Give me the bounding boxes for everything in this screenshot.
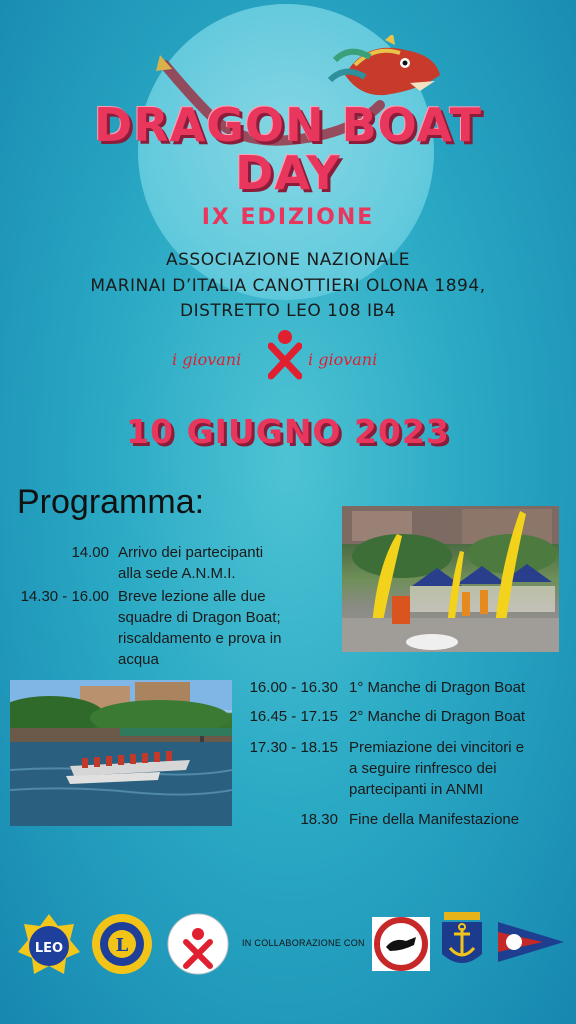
giovani-logo bbox=[160, 328, 416, 380]
program-desc bbox=[349, 677, 525, 698]
program-desc-line: 2° Manche di Dragon Boat bbox=[349, 708, 526, 725]
organizer-line-2: MARINAI D’ITALIA CANOTTIERI OLONA 1894, bbox=[90, 276, 486, 296]
title-line-1: DRAGON BOAT bbox=[94, 98, 482, 152]
program-time: 14.00 bbox=[71, 544, 109, 561]
program-desc-line: riscaldamento e prova in bbox=[118, 630, 282, 647]
program-desc bbox=[349, 706, 525, 727]
anchor-crest-logo bbox=[438, 910, 486, 972]
program-time: 16.45 - 17.15 bbox=[249, 708, 338, 725]
anmi-circle-logo bbox=[372, 917, 430, 971]
svg-text:L: L bbox=[115, 935, 129, 956]
giovani-right-text: i giovani bbox=[308, 350, 378, 369]
program-desc-line: Fine della Manifestazione bbox=[349, 811, 520, 828]
organizer-line-3: DISTRETTO LEO 108 IB4 bbox=[180, 301, 396, 321]
program-desc-line: Breve lezione alle due bbox=[118, 588, 266, 605]
program-desc-line: alla sede A.N.M.I. bbox=[118, 565, 236, 582]
program-desc bbox=[118, 586, 281, 670]
canottieri-pennant-logo bbox=[498, 922, 564, 962]
edition-label: IX EDIZIONE bbox=[201, 205, 375, 230]
dragon-boat-race-photo bbox=[10, 680, 232, 826]
program-time: 16.00 - 16.30 bbox=[249, 679, 338, 696]
program-desc-line: acqua bbox=[118, 651, 159, 668]
title-line-2: DAY bbox=[235, 146, 341, 200]
svg-text:LEO: LEO bbox=[34, 941, 64, 956]
event-date: 10 GIUGNO 2023 bbox=[126, 412, 450, 451]
program-desc-line: Arrivo dei partecipanti bbox=[118, 544, 264, 561]
giovani-badge-logo bbox=[166, 912, 230, 976]
program-desc-line: 1° Manche di Dragon Boat bbox=[349, 679, 526, 696]
program-desc-line: partecipanti in ANMI bbox=[349, 781, 484, 798]
program-desc-line: squadre di Dragon Boat; bbox=[118, 609, 281, 626]
lions-international-logo bbox=[88, 910, 156, 978]
giovani-left-text: i giovani bbox=[172, 350, 242, 369]
program-desc bbox=[349, 809, 519, 830]
program-desc-line: a seguire rinfresco dei bbox=[349, 760, 497, 777]
program-time: 18.30 bbox=[300, 811, 338, 828]
program-heading: Programma: bbox=[17, 483, 205, 521]
program-time: 17.30 - 18.15 bbox=[249, 739, 338, 756]
leo-club-logo bbox=[16, 912, 82, 978]
organizer-line-1: ASSOCIAZIONE NAZIONALE bbox=[166, 250, 410, 270]
collaboration-label: IN COLLABORAZIONE CON bbox=[242, 938, 365, 948]
program-desc bbox=[118, 542, 263, 584]
giovani-figure-icon bbox=[268, 328, 302, 380]
event-tents-photo bbox=[342, 506, 559, 652]
program-desc bbox=[349, 737, 524, 800]
program-time: 14.30 - 16.00 bbox=[20, 588, 109, 605]
program-desc-line: Premiazione dei vincitori e bbox=[349, 739, 525, 756]
